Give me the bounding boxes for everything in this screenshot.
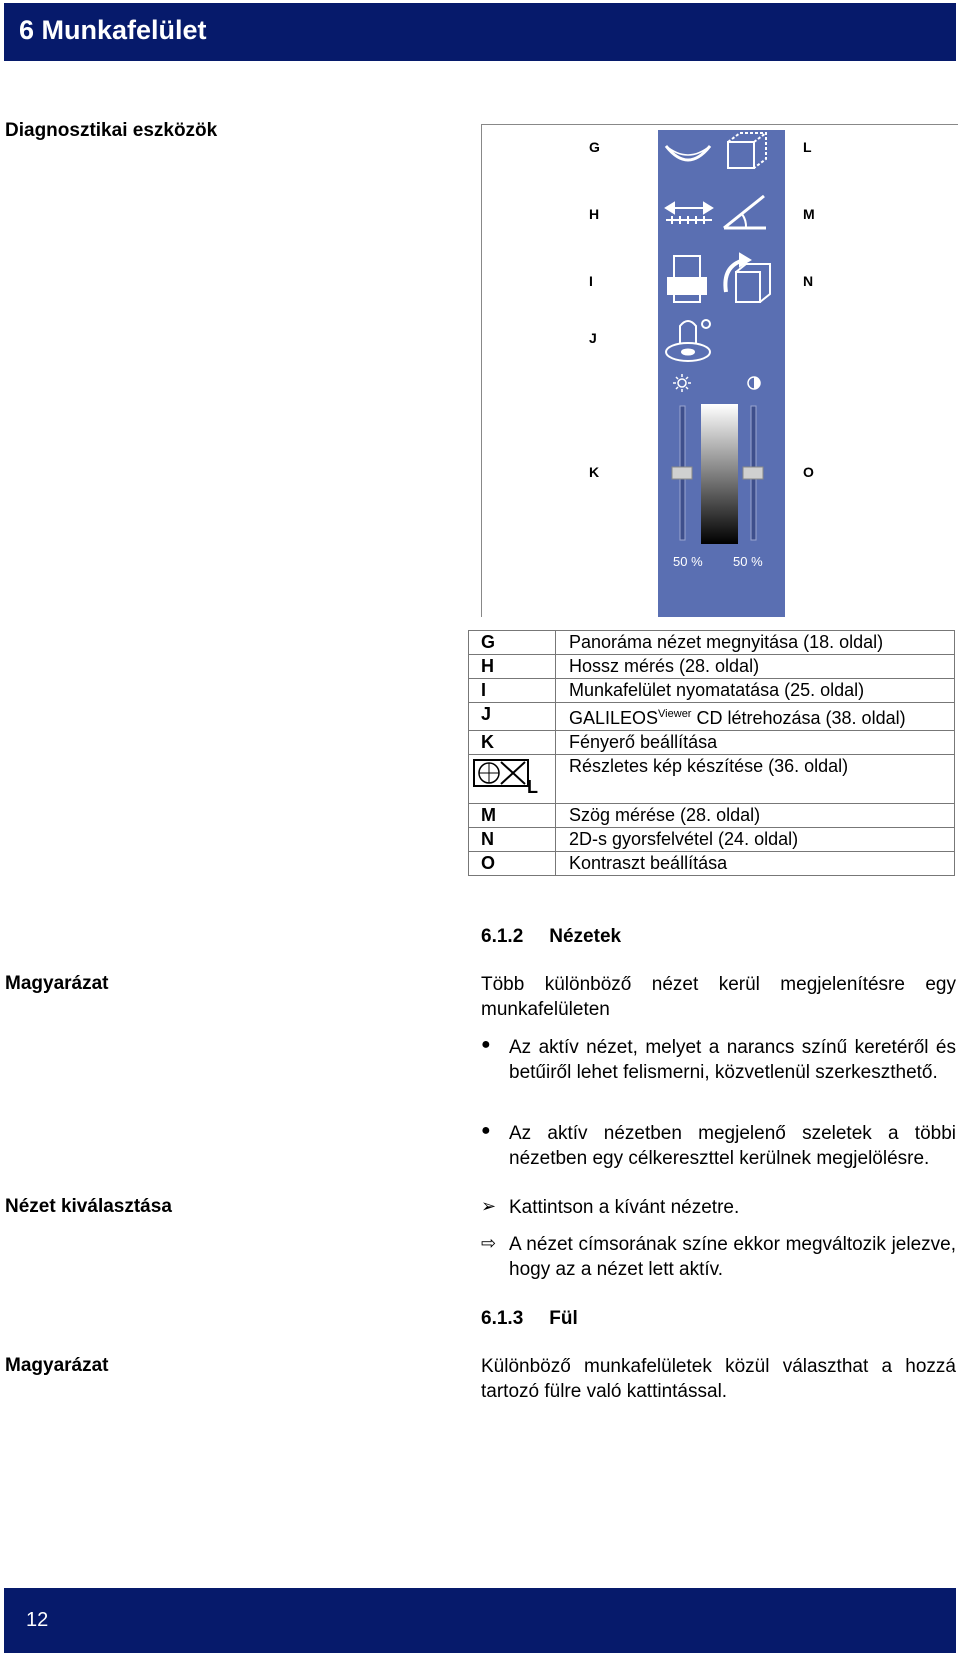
table-row: O Kontraszt beállítása <box>469 852 955 876</box>
contrast-value: 50 % <box>733 554 763 569</box>
print-icon[interactable] <box>668 256 706 302</box>
result-arrow-icon: ⇨ <box>481 1233 497 1253</box>
label-i: I <box>589 273 593 289</box>
bullet-item: Az aktív nézetben megjelenő szeletek a többi nézetben egy célkereszttel kerülnek megjelölésre. <box>509 1123 956 1169</box>
table-row: L Részletes kép készítése (36. oldal) <box>469 755 955 804</box>
label-n: N <box>803 273 814 289</box>
label-k: K <box>589 464 600 480</box>
quick-2d-icon[interactable] <box>725 254 770 302</box>
header-bar <box>4 3 956 61</box>
label-o: O <box>803 464 814 480</box>
toolbar-panel <box>658 130 785 617</box>
footer-bar <box>4 1588 956 1653</box>
legend-table <box>468 630 955 876</box>
label-m: M <box>803 206 815 222</box>
side-label-select-view: Nézet kiválasztása <box>5 1196 172 1217</box>
label-g: G <box>589 139 600 155</box>
length-measure-icon[interactable] <box>666 203 712 224</box>
detail-image-icon <box>473 759 533 789</box>
label-j: J <box>589 330 597 346</box>
bullet-icon: ● <box>481 1036 491 1053</box>
heading-views: 6.1.2 Nézetek <box>481 926 622 947</box>
page-number: 12 <box>26 1609 49 1631</box>
contrast-slider[interactable] <box>743 406 763 540</box>
table-row: G Panoráma nézet megnyitása (18. oldal) <box>469 631 955 655</box>
detail-volume-icon[interactable] <box>728 133 766 168</box>
contrast-icon <box>748 377 760 389</box>
views-intro: Több különböző nézet kerül megjelenítésre egy munkafelületen <box>481 974 956 1020</box>
side-label-explanation-2: Magyarázat <box>5 1355 109 1376</box>
angle-measure-icon[interactable] <box>724 196 766 228</box>
tab-text: Különböző munkafelületek közül választhat a hozzá tartozó fülre való kattintással. <box>481 1356 956 1402</box>
table-row: J $GALILEOS^{Viewer}$ CD létrehozása (38. oldal) <box>469 703 955 731</box>
table-row: K Fényerő beállítása <box>469 731 955 755</box>
bullet-item: Az aktív nézet, melyet a narancs színű keretéről és betűiről lehet felismerni, közvetlenül szerkeszthető. <box>509 1037 956 1083</box>
grayscale-preview <box>701 404 738 544</box>
panorama-icon[interactable] <box>666 146 710 160</box>
table-row: H Hossz mérés (28. oldal) <box>469 655 955 679</box>
action-step: Kattintson a kívánt nézetre. <box>509 1197 740 1218</box>
create-cd-icon[interactable] <box>666 320 710 361</box>
table-row: N 2D-s gyorsfelvétel (24. oldal) <box>469 828 955 852</box>
brightness-icon <box>673 374 691 392</box>
brightness-slider[interactable] <box>672 406 692 540</box>
side-label-explanation: Magyarázat <box>5 973 109 994</box>
page-title: 6 Munkafelület <box>19 15 207 45</box>
section-label: Diagnosztikai eszközök <box>5 120 218 141</box>
heading-tab: 6.1.3 Fül <box>481 1308 578 1329</box>
result-text: A nézet címsorának színe ekkor megváltozik jelezve, hogy az a nézet lett aktív. <box>509 1234 956 1280</box>
table-row: M Szög mérése (28. oldal) <box>469 804 955 828</box>
label-l: L <box>803 139 812 155</box>
bullet-icon: ● <box>481 1122 491 1139</box>
label-h: H <box>589 206 600 222</box>
toolbar-screenshot <box>481 124 958 617</box>
brightness-value: 50 % <box>673 554 703 569</box>
table-row: I Munkafelület nyomatatása (25. oldal) <box>469 679 955 703</box>
arrow-right-icon: ➢ <box>481 1196 497 1216</box>
